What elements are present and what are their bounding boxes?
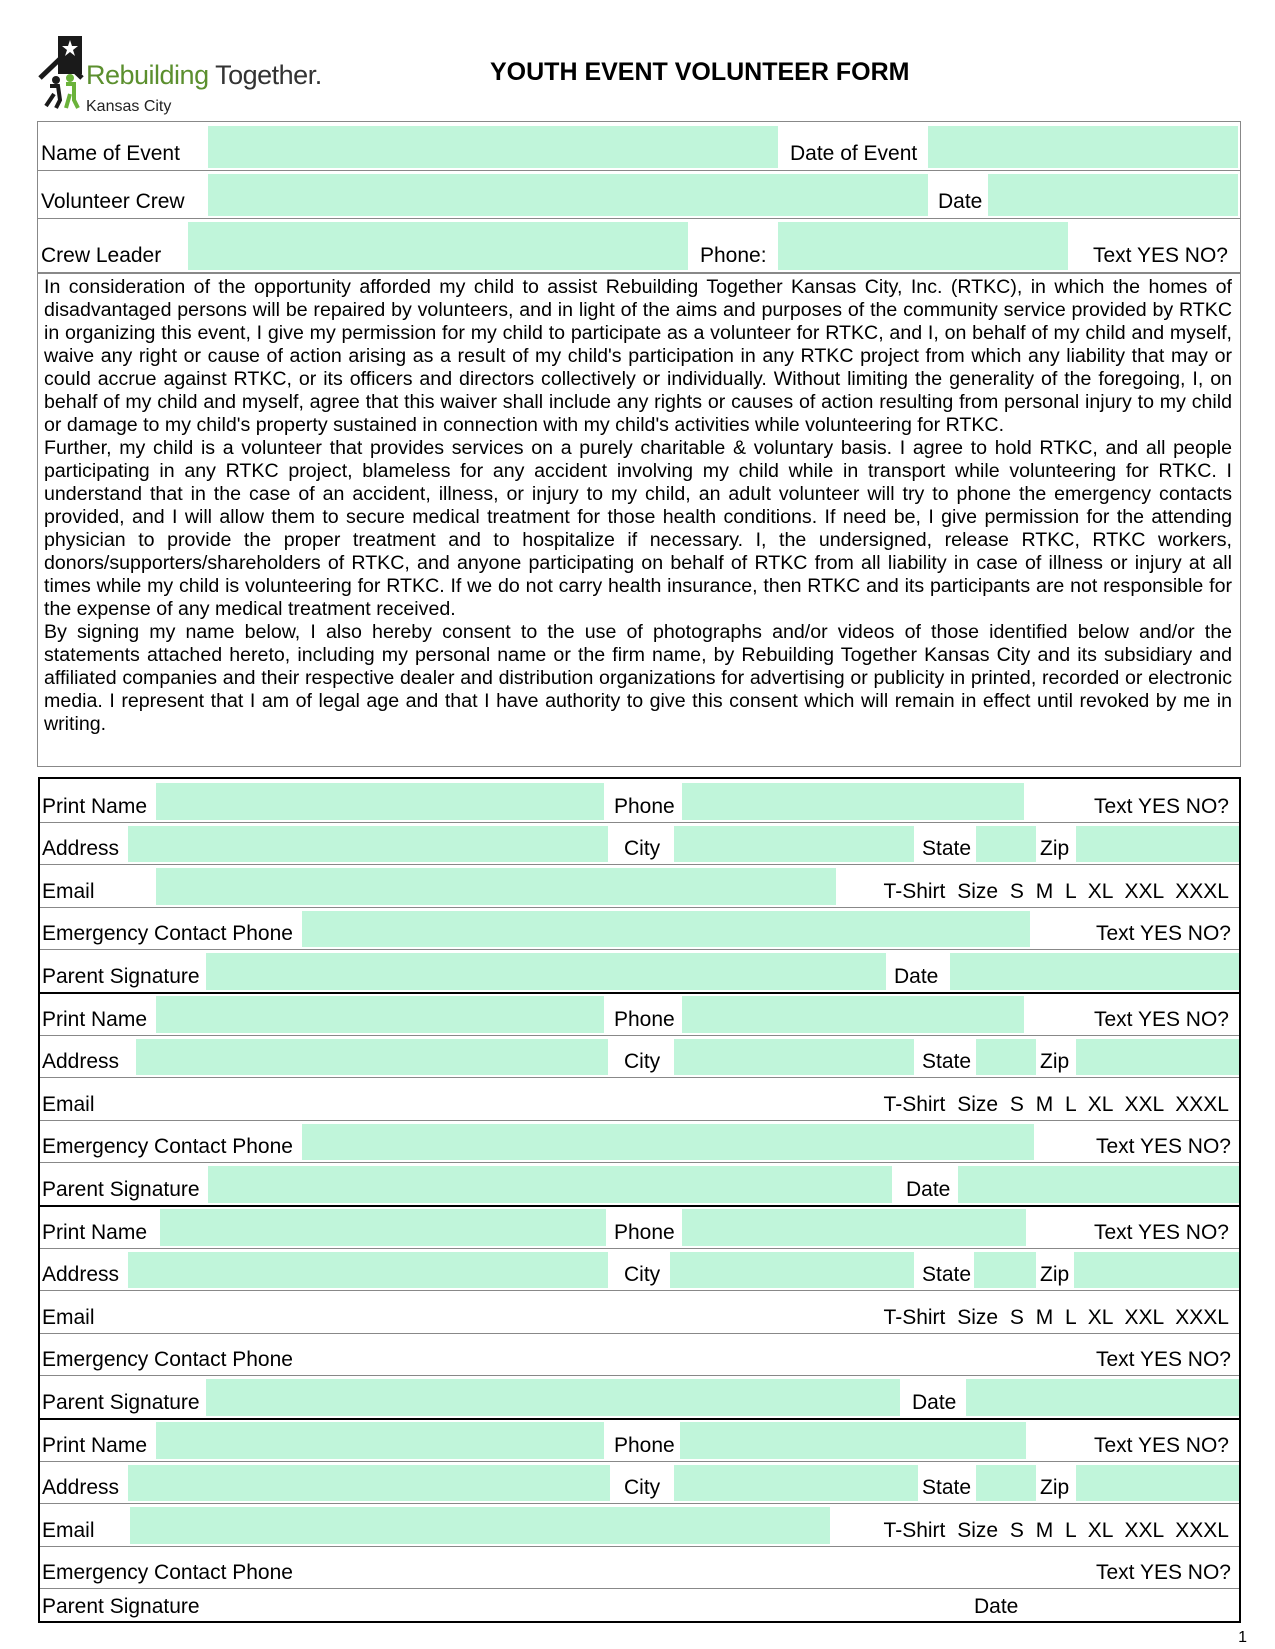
parent-signature-label: Parent Signature [42, 1177, 200, 1201]
date-label: Date [912, 1390, 957, 1414]
address-label: Address [42, 1476, 120, 1500]
crew-date-field[interactable] [988, 174, 1238, 216]
volunteer-3-city-field[interactable] [670, 1252, 914, 1289]
volunteer-3-state-field[interactable] [974, 1252, 1036, 1289]
city-label: City [624, 837, 661, 861]
volunteer-2-city-field[interactable] [674, 1039, 914, 1076]
volunteer-1-name-row [40, 779, 1239, 823]
city-label: City [624, 1263, 661, 1287]
name-of-event-field[interactable] [208, 126, 778, 168]
phone-label: Phone [614, 1220, 675, 1244]
volunteer-1-email-field[interactable] [156, 868, 836, 905]
waiver-section [37, 273, 1241, 767]
volunteer-1-email-row [40, 864, 1239, 908]
volunteer-4-signature-row [40, 1588, 1239, 1622]
volunteer-2-email-row [40, 1077, 1239, 1121]
volunteer-4-name-field[interactable] [156, 1422, 604, 1459]
volunteer-1-name-field[interactable] [156, 783, 604, 820]
date-label: Date [974, 1595, 1019, 1619]
volunteer-4-email-field[interactable] [130, 1507, 830, 1544]
volunteer-1-state-field[interactable] [976, 826, 1036, 863]
volunteer-2-date-field[interactable] [958, 1166, 1239, 1203]
print-name-label: Print Name [42, 1433, 148, 1457]
text-yes-no-label: Text YES NO? [1095, 1348, 1231, 1372]
tshirt-size-label: T-Shirt Size S M L XL XXL XXXL [883, 1305, 1229, 1329]
leader-phone-field[interactable] [778, 222, 1068, 270]
phone-label: Phone [614, 794, 675, 818]
volunteer-3-name-field[interactable] [160, 1209, 606, 1246]
logo-brand: Rebuilding [86, 60, 209, 90]
address-label: Address [42, 1050, 120, 1074]
volunteer-1-emergency-row [40, 907, 1239, 951]
tshirt-size-label: T-Shirt Size S M L XL XXL XXXL [883, 879, 1229, 903]
leader-text-label: Text YES NO? [1092, 244, 1228, 267]
text-yes-no-label: Text YES NO? [1095, 922, 1231, 946]
text-yes-no-label: Text YES NO? [1093, 794, 1229, 818]
leader-phone-label: Phone: [700, 244, 767, 267]
volunteer-3-address-field[interactable] [128, 1252, 608, 1289]
volunteer-4-address-row [40, 1461, 1239, 1505]
phone-label: Phone [614, 1433, 675, 1457]
volunteer-4-name-row [40, 1418, 1239, 1462]
volunteer-2-zip-field[interactable] [1076, 1039, 1239, 1076]
emergency-contact-label: Emergency Contact Phone [42, 1135, 293, 1159]
volunteer-1-phone-field[interactable] [682, 783, 1024, 820]
logo [36, 34, 336, 124]
volunteer-4-city-field[interactable] [674, 1465, 918, 1502]
text-yes-no-label: Text YES NO? [1095, 1135, 1231, 1159]
waiver-paragraph-1: In consideration of the opportunity afforded my child to assist Rebuilding Together Kansas City, Inc. (RTKC), in which the homes of disadvantaged persons will be repaired by volunteers, and in light of the aims and purposes of the community service provided by RTKC in organizing this event, I give my permission for my child to participate as a volunteer for RTKC, and I, on behalf of my child and myself, waive any right or cause of action arising as a result of my child's participation in any RTKC project from which any liability that may or could accrue against RTKC, or its officers and directors collectively or individually. Without limiting the generality of the foregoing, I, on behalf of my child and myself, agree that this waiver shall include any rights or causes of action resulting from personal injury to my child or damage to my child's property sustained in connection with my child's activities while volunteering for RTKC. [44, 276, 1232, 436]
volunteer-crew-field[interactable] [208, 174, 928, 216]
volunteer-2-signature-field[interactable] [208, 1166, 892, 1203]
zip-label: Zip [1040, 1476, 1070, 1500]
logo-city: Kansas City [86, 98, 172, 115]
email-label: Email [42, 1518, 95, 1542]
email-label: Email [42, 1092, 95, 1116]
address-label: Address [42, 837, 120, 861]
tshirt-size-label: T-Shirt Size S M L XL XXL XXXL [883, 1092, 1229, 1116]
state-label: State [922, 837, 972, 861]
address-label: Address [42, 1263, 120, 1287]
volunteer-1-emergency-field[interactable] [302, 911, 1030, 948]
tshirt-size-label: T-Shirt Size S M L XL XXL XXXL [883, 1518, 1229, 1542]
city-label: City [624, 1050, 661, 1074]
volunteer-2-signature-row [40, 1162, 1239, 1207]
event-info-section [37, 121, 1241, 273]
emergency-contact-label: Emergency Contact Phone [42, 1561, 293, 1585]
volunteer-2-name-row [40, 992, 1239, 1036]
volunteer-2-address-field[interactable] [136, 1039, 608, 1076]
volunteer-2-address-row [40, 1035, 1239, 1079]
volunteer-3-emergency-row [40, 1333, 1239, 1377]
crew-leader-label: Crew Leader [41, 244, 162, 267]
volunteer-1-signature-row [40, 949, 1239, 994]
volunteer-table [38, 777, 1241, 1623]
volunteer-3-email-row [40, 1290, 1239, 1334]
volunteer-1-date-field[interactable] [950, 953, 1239, 990]
date-of-event-field[interactable] [928, 126, 1238, 168]
volunteer-crew-label: Volunteer Crew [41, 190, 185, 213]
volunteer-1-zip-field[interactable] [1076, 826, 1239, 863]
print-name-label: Print Name [42, 1220, 148, 1244]
zip-label: Zip [1040, 1263, 1070, 1287]
parent-signature-label: Parent Signature [42, 1595, 200, 1619]
volunteer-4-emergency-row [40, 1546, 1239, 1590]
volunteer-1-address-field[interactable] [128, 826, 608, 863]
volunteer-2-emergency-row [40, 1120, 1239, 1164]
volunteer-4-zip-field[interactable] [1076, 1465, 1239, 1502]
date-label: Date [894, 964, 939, 988]
emergency-contact-label: Emergency Contact Phone [42, 922, 293, 946]
volunteer-4-state-field[interactable] [976, 1465, 1036, 1502]
volunteer-3-phone-field[interactable] [682, 1209, 1026, 1246]
volunteer-2-emergency-field[interactable] [302, 1124, 1034, 1161]
volunteer-3-address-row [40, 1248, 1239, 1292]
volunteer-3-name-row [40, 1205, 1239, 1249]
phone-label: Phone [614, 1007, 675, 1031]
zip-label: Zip [1040, 1050, 1070, 1074]
zip-label: Zip [1040, 837, 1070, 861]
crew-leader-field[interactable] [188, 222, 688, 270]
email-label: Email [42, 1305, 95, 1329]
volunteer-4-address-field[interactable] [128, 1465, 610, 1502]
waiver-paragraph-2: Further, my child is a volunteer that provides services on a purely charitable & voluntary basis. I agree to hold RTKC, and all people participating in any RTKC project, blameless for any accident involving my child while in transport while volunteering for RTKC. I understand that in the case of an accident, illness, or injury to my child, an adult volunteer will try to phone the emergency contacts provided, and I will allow them to secure medical treatment for those health conditions. If need be, I give permission for the attending physician to provide the proper treatment and to hospitalize if necessary. I, the undersigned, release RTKC, RTKC workers, donors/supporters/shareholders of RTKC, and anyone participating on behalf of RTKC from all liability in case of illness or injury at all times while my child is volunteering for RTKC. If we do not carry health insurance, then RTKC and its participants are not responsible for the expense of any medical treatment received. [44, 437, 1232, 620]
volunteer-3-date-field[interactable] [966, 1379, 1239, 1416]
city-label: City [624, 1476, 661, 1500]
volunteer-1-address-row [40, 822, 1239, 866]
page-number: 1 [1238, 1629, 1247, 1646]
volunteer-2-name-field[interactable] [156, 996, 604, 1033]
date-label: Date [906, 1177, 951, 1201]
print-name-label: Print Name [42, 794, 148, 818]
volunteer-4-email-row [40, 1503, 1239, 1547]
event-name-row [38, 122, 1240, 171]
crew-date-label: Date [938, 190, 983, 213]
state-label: State [922, 1263, 972, 1287]
crew-leader-row [38, 218, 1240, 272]
date-of-event-label: Date of Event [790, 142, 918, 165]
house-logo-icon [36, 34, 86, 110]
volunteer-3-signature-field[interactable] [206, 1379, 900, 1416]
text-yes-no-label: Text YES NO? [1095, 1561, 1231, 1585]
volunteer-3-zip-field[interactable] [1074, 1252, 1239, 1289]
state-label: State [922, 1476, 972, 1500]
email-label: Email [42, 879, 95, 903]
parent-signature-label: Parent Signature [42, 964, 200, 988]
volunteer-3-signature-row [40, 1375, 1239, 1420]
state-label: State [922, 1050, 972, 1074]
volunteer-1-city-field[interactable] [674, 826, 914, 863]
logo-brand-together: Together. [215, 60, 322, 90]
page-title: YOUTH EVENT VOLUNTEER FORM [490, 58, 910, 86]
text-yes-no-label: Text YES NO? [1093, 1433, 1229, 1457]
print-name-label: Print Name [42, 1007, 148, 1031]
emergency-contact-label: Emergency Contact Phone [42, 1348, 293, 1372]
waiver-paragraph-3: By signing my name below, I also hereby consent to the use of photographs and/or videos of those identified below and/or the statements attached hereto, including my personal name or the firm name, by Rebuilding Together Kansas City and its subsidiary and affiliated companies and their respective dealer and distribution organizations for advertising or publicity in printed, recorded or electronic media. I represent that I am of legal age and that I have authority to give this consent which will remain in effect until revoked by me in writing. [44, 621, 1232, 735]
volunteer-2-phone-field[interactable] [682, 996, 1024, 1033]
text-yes-no-label: Text YES NO? [1093, 1007, 1229, 1031]
parent-signature-label: Parent Signature [42, 1390, 200, 1414]
text-yes-no-label: Text YES NO? [1093, 1220, 1229, 1244]
volunteer-crew-row [38, 170, 1240, 219]
volunteer-2-state-field[interactable] [976, 1039, 1036, 1076]
volunteer-1-signature-field[interactable] [206, 953, 886, 990]
volunteer-4-phone-field[interactable] [680, 1422, 1026, 1459]
name-of-event-label: Name of Event [41, 142, 180, 165]
